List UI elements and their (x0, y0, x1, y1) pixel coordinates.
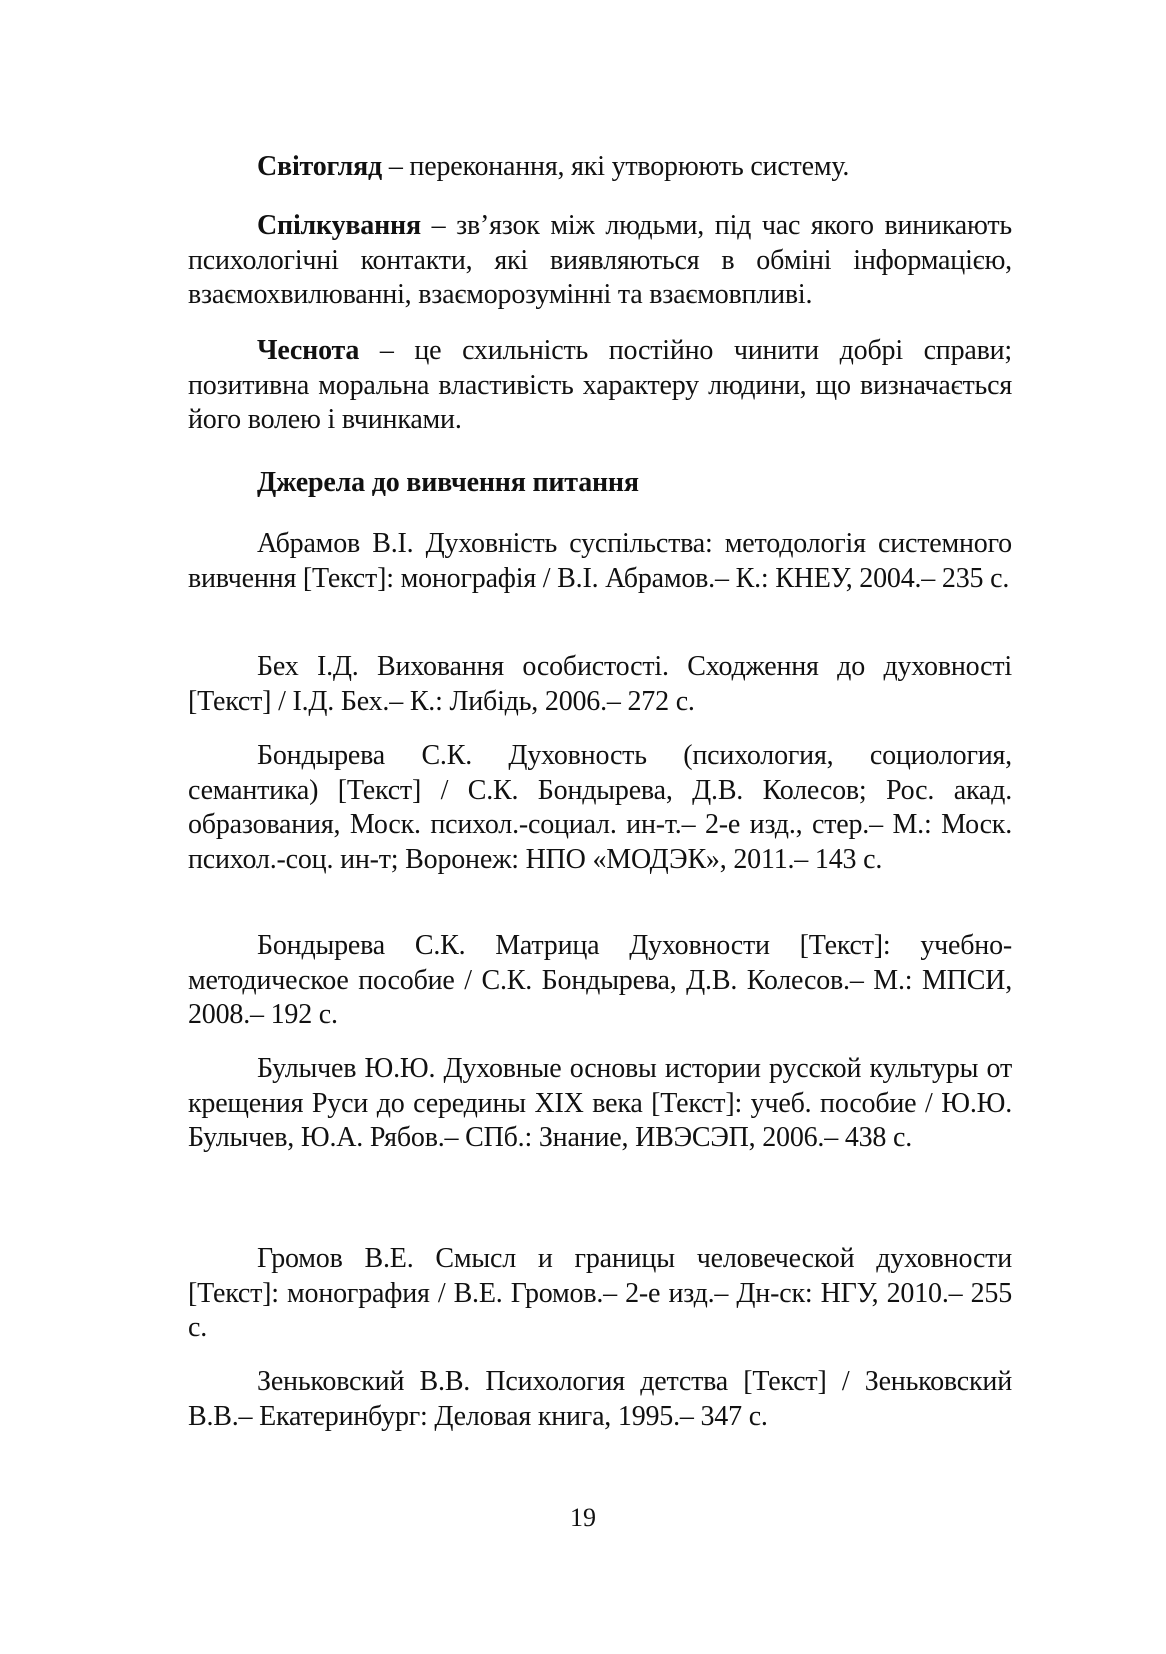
reference-item (188, 1052, 1012, 1156)
reference-text: Бондырева С.К. Матрица Духовности [Текст]: учебно-методическое пособие / С.К. Бондырева, Д.В. Колесов.– М.: МПСИ, 2008.– 192 с. (188, 930, 1012, 1030)
reference-item (188, 739, 1012, 877)
definition-term: Спілкування (257, 210, 421, 241)
page-number: 19 (570, 1503, 596, 1532)
definition-paragraph (188, 334, 1012, 438)
definition-text: – це схильність постійно чинити добрі справи; позитивна моральна властивість характеру людини, що визначається його волею і вчинками. (188, 335, 1012, 435)
reference-text: Зеньковский В.В. Психология детства [Текст] / Зеньковский В.В.– Екатеринбург: Деловая книга, 1995.– 347 с. (188, 1366, 1012, 1432)
definition-paragraph (188, 150, 1012, 185)
sources-section (188, 466, 1012, 501)
definition-text: – зв’язок між людьми, під час якого виникають психологічні контакти, які виявляються в обміні інформацією, взаємохвилюванні, взаєморозумінні та взаємовпливі. (188, 210, 1012, 310)
reference-item (188, 929, 1012, 1033)
reference-text: Громов В.Е. Смысл и границы человеческой духовности [Текст]: монография / В.Е. Громов.– 2-е изд.– Дн-ск: НГУ, 2010.– 255 с. (188, 1243, 1012, 1343)
definition-term: Світогляд (257, 151, 383, 182)
reference-item (188, 527, 1012, 596)
reference-text: Бех І.Д. Виховання особистості. Сходження до духовності [Текст] / І.Д. Бех.– К.: Либідь, 2006.– 272 с. (188, 651, 1012, 717)
definition-paragraph (188, 209, 1012, 313)
reference-item (188, 650, 1012, 719)
definition-chesnota (188, 334, 1012, 438)
definition-text: – переконання, які утворюють систему. (382, 151, 850, 182)
reference-text: Булычев Ю.Ю. Духовные основы истории русской культуры от крещения Руси до середины XIX века [Текст]: учеб. пособие / Ю.Ю. Булычев, Ю.А. Рябов.– СПб.: Знание, ИВЭСЭП, 2006.– 438 с. (188, 1053, 1012, 1153)
reference-text: Абрамов В.І. Духовність суспільства: методологія системного вивчення [Текст]: монографія / В.І. Абрамов.– К.: КНЕУ, 2004.– 235 с. (188, 528, 1012, 594)
definition-svitohliad (188, 150, 1012, 185)
sources-heading: Джерела до вивчення питання (257, 467, 639, 498)
definition-term: Чеснота (257, 335, 360, 366)
reference-text: Бондырева С.К. Духовность (психология, социология, семантика) [Текст] / С.К. Бондырева, Д.В. Колесов; Рос. акад. образования, Моск. психол.-социал. ин-т.– 2-е изд., стер.– М.: Моск. психол.-соц. ин-т; Воронеж: НПО «МОДЭК», 2011.– 143 с. (188, 740, 1012, 875)
reference-item (188, 1365, 1012, 1434)
definition-spilkuvannia (188, 209, 1012, 313)
reference-item (188, 1242, 1012, 1346)
